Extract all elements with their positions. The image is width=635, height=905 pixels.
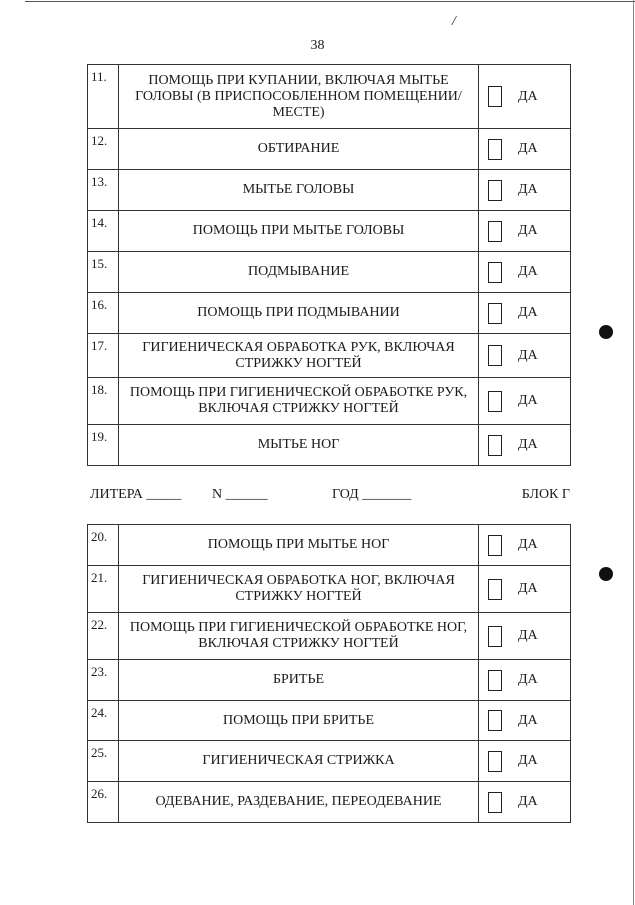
checkbox[interactable] — [488, 180, 502, 201]
table-row — [88, 741, 571, 782]
table-row — [88, 525, 571, 566]
row-text: МЫТЬЕ НОГ — [119, 425, 479, 466]
answer-cell — [479, 701, 571, 741]
row-number: 26. — [88, 782, 119, 823]
row-text: ГИГИЕНИЧЕСКАЯ ОБРАБОТКА НОГ, ВКЛЮЧАЯ СТРИЖКУ НОГТЕЙ — [119, 566, 479, 613]
answer-cell — [479, 170, 571, 211]
row-text: ПОМОЩЬ ПРИ ГИГИЕНИЧЕСКОЙ ОБРАБОТКЕ РУК, ВКЛЮЧАЯ СТРИЖКУ НОГТЕЙ — [119, 378, 479, 425]
answer-cell — [479, 334, 571, 378]
checkbox[interactable] — [488, 626, 502, 647]
block-label: БЛОК Г — [521, 487, 570, 502]
table-row — [88, 211, 571, 252]
answer-label: ДА — [518, 264, 538, 279]
row-text: ПОДМЫВАНИЕ — [119, 252, 479, 293]
year-field[interactable]: ГОД _______ — [332, 487, 412, 502]
answer-cell — [479, 129, 571, 170]
table-row — [88, 782, 571, 823]
row-text: ГИГИЕНИЧЕСКАЯ СТРИЖКА — [119, 741, 479, 782]
answer-label: ДА — [518, 141, 538, 156]
row-text: ПОМОЩЬ ПРИ ПОДМЫВАНИИ — [119, 293, 479, 334]
answer-cell — [479, 566, 571, 613]
answer-cell — [479, 65, 571, 129]
litera-field[interactable]: ЛИТЕРА _____ — [90, 487, 182, 502]
answer-label: ДА — [518, 223, 538, 238]
checkbox[interactable] — [488, 391, 502, 412]
hole-punch-dot — [599, 325, 613, 339]
answer-label: ДА — [518, 437, 538, 452]
answer-label: ДА — [518, 537, 538, 552]
row-text: БРИТЬЕ — [119, 660, 479, 701]
row-number: 25. — [88, 741, 119, 782]
table-row — [88, 378, 571, 425]
table-row — [88, 170, 571, 211]
checkbox[interactable] — [488, 139, 502, 160]
checkbox[interactable] — [488, 792, 502, 813]
table-row — [88, 660, 571, 701]
row-number: 20. — [88, 525, 119, 566]
checkbox[interactable] — [488, 751, 502, 772]
checkbox[interactable] — [488, 221, 502, 242]
page-number: 38 — [310, 38, 325, 53]
answer-label: ДА — [518, 88, 538, 104]
checklist-table-1 — [87, 64, 571, 466]
answer-cell — [479, 211, 571, 252]
row-number: 16. — [88, 293, 119, 334]
row-text: ПОМОЩЬ ПРИ ГИГИЕНИЧЕСКОЙ ОБРАБОТКЕ НОГ, ВКЛЮЧАЯ СТРИЖКУ НОГТЕЙ — [119, 613, 479, 660]
checkbox[interactable] — [488, 535, 502, 556]
table-row — [88, 613, 571, 660]
answer-label: ДА — [518, 712, 538, 728]
answer-cell — [479, 293, 571, 334]
checkbox[interactable] — [488, 262, 502, 283]
table-row — [88, 293, 571, 334]
row-number: 18. — [88, 378, 119, 425]
row-number: 24. — [88, 701, 119, 741]
answer-cell — [479, 613, 571, 660]
table-row — [88, 425, 571, 466]
table-row — [88, 65, 571, 129]
row-text: ПОМОЩЬ ПРИ КУПАНИИ, ВКЛЮЧАЯ МЫТЬЕ ГОЛОВЫ (В ПРИСПОСОБЛЕННОМ ПОМЕЩЕНИИ/МЕСТЕ) — [119, 65, 479, 129]
answer-cell — [479, 660, 571, 701]
answer-cell — [479, 741, 571, 782]
page-right-edge — [633, 0, 634, 905]
checkbox[interactable] — [488, 710, 502, 731]
row-number: 23. — [88, 660, 119, 701]
answer-label: ДА — [518, 628, 538, 643]
row-number: 17. — [88, 334, 119, 378]
checkbox[interactable] — [488, 345, 502, 366]
answer-label: ДА — [518, 182, 538, 197]
page-top-edge — [25, 1, 635, 2]
number-field[interactable]: N ______ — [212, 487, 268, 502]
answer-cell — [479, 525, 571, 566]
row-text: ПОМОЩЬ ПРИ БРИТЬЕ — [119, 701, 479, 741]
answer-cell — [479, 425, 571, 466]
row-number: 15. — [88, 252, 119, 293]
hole-punch-dot — [599, 567, 613, 581]
row-text: ПОМОЩЬ ПРИ МЫТЬЕ НОГ — [119, 525, 479, 566]
answer-cell — [479, 252, 571, 293]
checkbox[interactable] — [488, 435, 502, 456]
row-text: ГИГИЕНИЧЕСКАЯ ОБРАБОТКА РУК, ВКЛЮЧАЯ СТРИЖКУ НОГТЕЙ — [119, 334, 479, 378]
row-text: ПОМОЩЬ ПРИ МЫТЬЕ ГОЛОВЫ — [119, 211, 479, 252]
checkbox[interactable] — [488, 670, 502, 691]
corner-mark: / — [452, 14, 456, 29]
answer-label: ДА — [518, 347, 538, 363]
answer-label: ДА — [518, 794, 538, 809]
row-text: ОБТИРАНИЕ — [119, 129, 479, 170]
answer-label: ДА — [518, 672, 538, 687]
row-number: 19. — [88, 425, 119, 466]
row-number: 22. — [88, 613, 119, 660]
row-number: 21. — [88, 566, 119, 613]
table-row — [88, 566, 571, 613]
checkbox[interactable] — [488, 303, 502, 324]
answer-label: ДА — [518, 393, 538, 408]
answer-cell — [479, 378, 571, 425]
answer-label: ДА — [518, 305, 538, 320]
block-header-line — [90, 487, 570, 505]
checklist-table-2 — [87, 524, 571, 823]
table-row — [88, 252, 571, 293]
row-text: МЫТЬЕ ГОЛОВЫ — [119, 170, 479, 211]
checkbox[interactable] — [488, 86, 502, 107]
row-number: 11. — [88, 65, 119, 129]
answer-label: ДА — [518, 581, 538, 596]
answer-label: ДА — [518, 753, 538, 768]
checkbox[interactable] — [488, 579, 502, 600]
answer-cell — [479, 782, 571, 823]
table-row — [88, 129, 571, 170]
row-number: 13. — [88, 170, 119, 211]
row-text: ОДЕВАНИЕ, РАЗДЕВАНИЕ, ПЕРЕОДЕВАНИЕ — [119, 782, 479, 823]
table-row — [88, 334, 571, 378]
row-number: 14. — [88, 211, 119, 252]
table-row — [88, 701, 571, 741]
row-number: 12. — [88, 129, 119, 170]
